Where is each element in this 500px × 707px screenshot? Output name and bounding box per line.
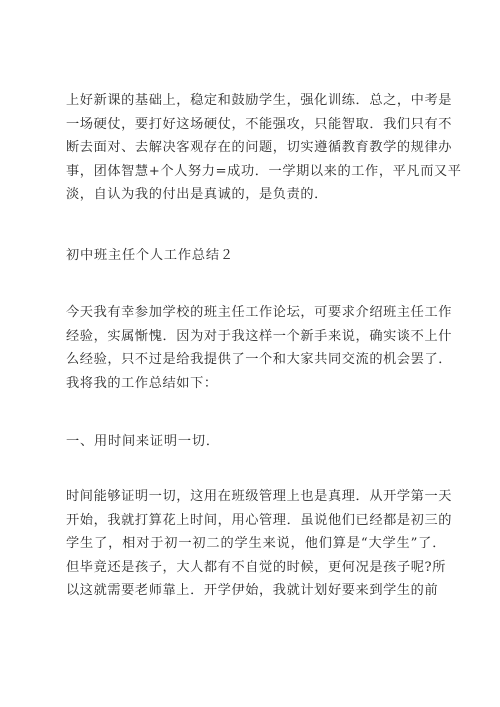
text-line: 经验，实属惭愧．因为对于我这样一个新手来说，确实谈不上什 (66, 328, 453, 344)
text-line: 上好新课的基础上，稳定和鼓励学生，强化训练．总之，中考是 (66, 93, 453, 108)
text-line: 我将我的工作总结如下： (66, 375, 218, 391)
paragraph-3 (66, 485, 453, 603)
text-line: 时间能够证明一切，这用在班级管理上也是真理．从开学第一天 (66, 489, 453, 504)
text-line: 但毕竟还是孩子，大人都有不自觉的时候，更何况是孩子呢?所 (66, 559, 446, 575)
text-line: 学生了，相对于初一初二的学生来说，他们算是“大学生”了． (66, 536, 446, 552)
text-line: 以这就需要老师靠上．开学伊始，我就计划好要来到学生的前 (66, 583, 439, 599)
text-line: 淡，自认为我的付出是真诚的，是负责的． (66, 187, 328, 203)
text-line: 断去面对、去解决客观存在的问题，切实遵循教育教学的规律办 (66, 140, 453, 156)
text-line: 今天我有幸参加学校的班主任工作论坛，可要求介绍班主任工作 (66, 305, 453, 320)
text-line: 一场硬仗，要打好这场硬仗，不能强攻，只能智取．我们只有不 (66, 116, 453, 132)
text-line: 么经验，只不过是给我提供了一个和大家共同交流的机会罢了． (66, 352, 453, 368)
text-line: 事，团体智慧+个人努力=成功．一学期以来的工作，平凡而又平 (66, 163, 462, 179)
paragraph-2 (66, 301, 453, 395)
paragraph-1 (66, 89, 462, 207)
section-heading: 一、用时间来证明一切． (66, 434, 220, 449)
section-title: 初中班主任个人工作总结２ (66, 248, 234, 263)
text-line: 开始，我就打算花上时间，用心管理．虽说他们已经都是初三的 (66, 512, 453, 528)
